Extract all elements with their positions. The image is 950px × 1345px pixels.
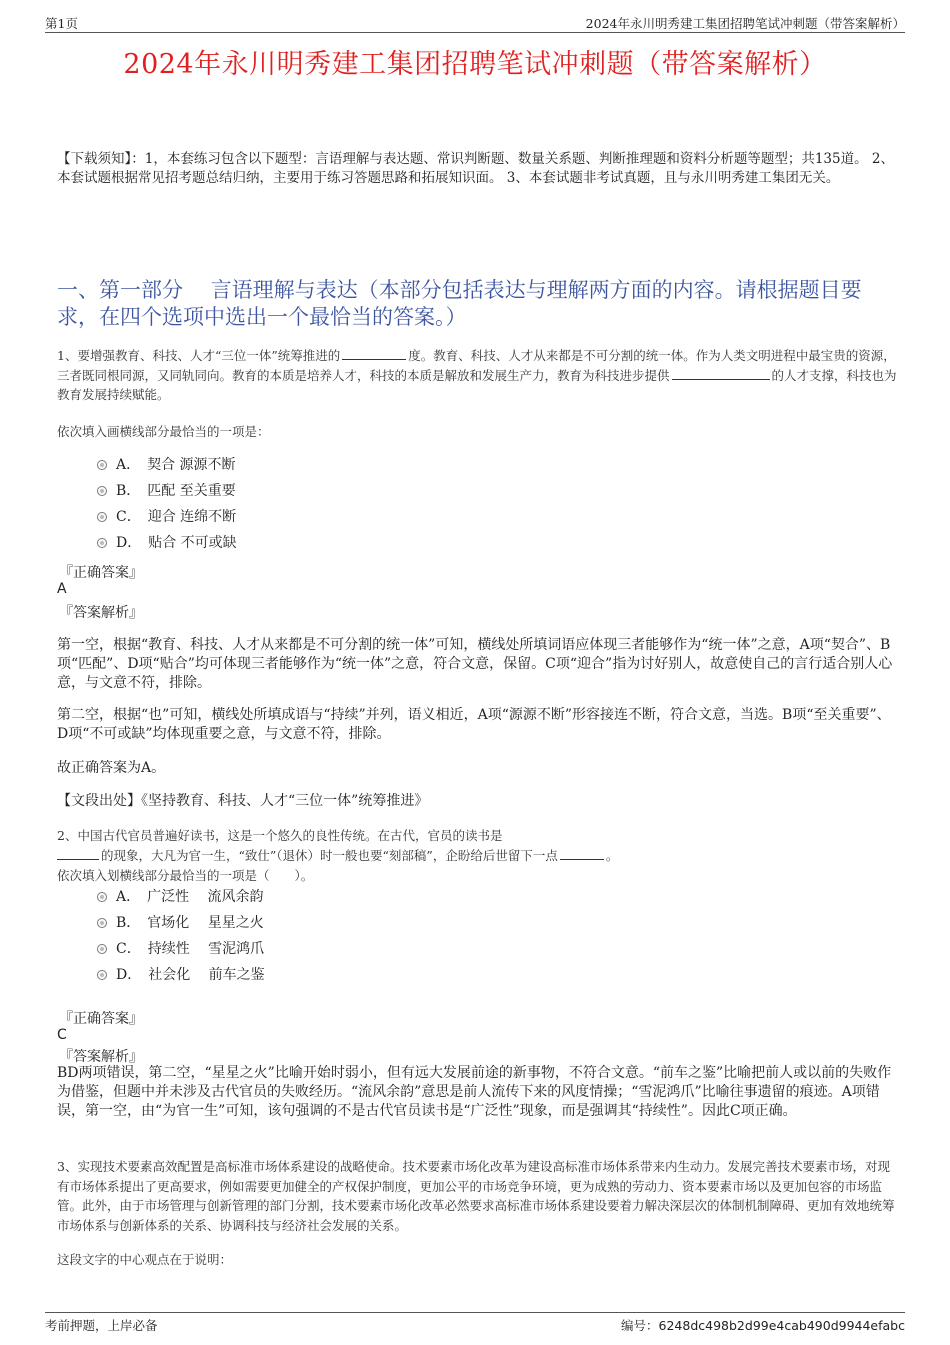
answer-label: 『正确答案』 <box>59 1011 143 1027</box>
option-a[interactable]: A． 契合 源源不断 <box>97 452 237 478</box>
download-notice: 【下载须知】：1，本套练习包含以下题型：言语理解与表达题、常识判断题、数量关系题、判断推理题和资料分析题等题型；共135道。 2、本套试题根据常见招考题总结归纳，主要用于练习答题思路和拓展知识面。 3、本套试题非考试真题，且与永川明秀建工集团无关。 <box>57 151 894 186</box>
question-3-prompt: 这段文字的中心观点在于说明： <box>57 1252 233 1267</box>
page-header <box>45 14 905 33</box>
radio-icon[interactable] <box>97 944 107 954</box>
option-a[interactable]: A． 广泛性 流风余韵 <box>97 884 265 910</box>
radio-icon[interactable] <box>97 918 107 928</box>
blank-line <box>57 847 99 860</box>
analysis-label: 『答案解析』 <box>59 605 143 621</box>
question-2-text: 2、中国古代官员普遍好读书，这是一个悠久的良性传统。在古代，官员的读书是 的现象，大凡为官一生，“致仕”（退休）时一般也要“刻部稿”，企盼给后世留下一点 。 <box>57 828 619 863</box>
question-3-text: 3、实现技术要素高效配置是高标准市场体系建设的战略使命。技术要素市场化改革为建设高标准市场体系带来内生动力。发展完善技术要素市场，对现有市场体系提出了更高要求，例如需要更加健全的产权保护制度，更加公平的市场竞争环境，更为成熟的劳动力、资本要素市场以及更加包容的市场监管。此外，由于市场管理与创新管理的部门分割，技术要素市场化改革必然要求高标准市场体系建设要着力解决深层次的体制机制障碍、更加有效地统筹市场体系与创新体系的关系、协调科技与经济社会发展的关系。 <box>57 1159 895 1233</box>
option-c[interactable]: C． 持续性 雪泥鸿爪 <box>97 936 265 962</box>
analysis-paragraph: 第二空，根据“也”可知，横线处所填成语与“持续”并列，语义相近，A项“源源不断”形容接连不断，符合文意，当选。B项“至关重要”、D项“不可或缺”均体现重要之意，与文意不符，排除。 <box>57 707 891 742</box>
question-2-options <box>97 884 265 988</box>
analysis-conclusion: 故正确答案为A。 <box>57 760 166 776</box>
answer-value: A <box>57 581 67 597</box>
question-2-prompt: 依次填入划横线部分最恰当的一项是（ ）。 <box>57 868 314 883</box>
question-1-options <box>97 452 237 556</box>
radio-icon[interactable] <box>97 970 107 980</box>
analysis-paragraph: 第一空，根据“教育、科技、人才从来都是不可分割的统一体”可知，横线处所填词语应体现三者能够作为“统一体”之意，A项“契合”、B项“匹配”、D项“贴合”均可体现三者能够作为“统一体”之意，符合文意，保留。C项“迎合”指为讨好别人，故意使自己的言行适合别人心意，与文意不符，排除。 <box>57 637 893 691</box>
text-source: 【文段出处】《坚持教育、科技、人才“三位一体”统筹推进》 <box>57 793 429 809</box>
radio-icon[interactable] <box>97 538 107 548</box>
radio-icon[interactable] <box>97 460 107 470</box>
page-footer <box>45 1312 905 1333</box>
option-c[interactable]: C． 迎合 连绵不断 <box>97 504 237 530</box>
document-title: 2024年永川明秀建工集团招聘笔试冲刺题（带答案解析） <box>123 49 827 80</box>
option-b[interactable]: B． 官场化 星星之火 <box>97 910 265 936</box>
answer-label: 『正确答案』 <box>59 565 143 581</box>
answer-value: C <box>57 1027 67 1043</box>
blank-line <box>560 847 604 860</box>
footer-code: 编号：6248dc498b2d99e4cab490d9944efabc <box>621 1318 905 1333</box>
analysis-label: 『答案解析』 <box>59 1049 143 1065</box>
header-doc-title: 2024年永川明秀建工集团招聘笔试冲刺题（带答案解析） <box>585 16 905 31</box>
blank-line <box>672 367 770 380</box>
question-1-text: 1、要增强教育、科技、人才“三位一体”统筹推进的 度。教育、科技、人才从来都是不可分割的统一体。作为人类文明进程中最宝贵的资源，三者既同根同源，又同轨同向。教育的本质是培养人才，科技的本质是解放和发展生产力，教育为科技进步提供 的人才支撑，科技也为教育发展持续赋能。 <box>57 348 897 402</box>
question-1-prompt: 依次填入画横线部分最恰当的一项是： <box>57 424 270 439</box>
page-number: 第1页 <box>45 16 78 31</box>
radio-icon[interactable] <box>97 892 107 902</box>
footer-slogan: 考前押题，上岸必备 <box>45 1318 158 1333</box>
option-d[interactable]: D． 贴合 不可或缺 <box>97 530 237 556</box>
option-b[interactable]: B． 匹配 至关重要 <box>97 478 237 504</box>
section-title: 一、第一部分 言语理解与表达（本部分包括表达与理解两方面的内容。请根据题目要求，在四个选项中选出一个最恰当的答案。） <box>57 278 862 329</box>
radio-icon[interactable] <box>97 486 107 496</box>
analysis-paragraph: BD两项错误，第二空，“星星之火”比喻开始时弱小，但有远大发展前途的新事物，不符合文意。“前车之鉴”比喻把前人或以前的失败作为借鉴，但题中并未涉及古代官员的失败经历。“流风余韵”意思是前人流传下来的风度情操；“雪泥鸿爪”比喻往事遗留的痕迹。A项错误，第一空，由“为官一生”可知，该句强调的不是古代官员读书是“广泛性”现象，而是强调其“持续性”。因此C项正确。 <box>57 1065 892 1119</box>
radio-icon[interactable] <box>97 512 107 522</box>
blank-line <box>342 347 406 360</box>
option-d[interactable]: D． 社会化 前车之鉴 <box>97 962 265 988</box>
